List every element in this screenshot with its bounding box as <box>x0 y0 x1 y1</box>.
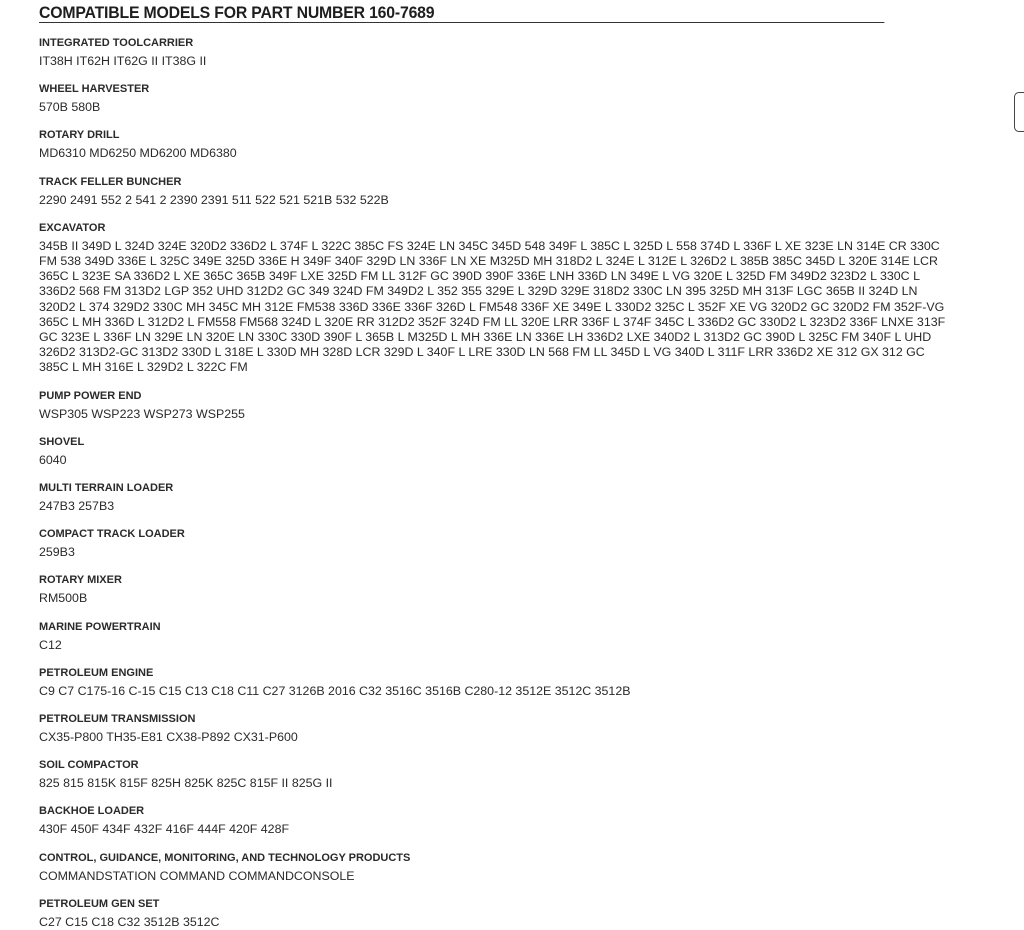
section-integrated-toolcarrier <box>39 23 948 69</box>
section-rotary-drill <box>39 115 948 161</box>
section-shovel <box>39 422 948 468</box>
section-models: 6040 <box>39 452 67 467</box>
section-petroleum-transmission <box>39 699 948 745</box>
section-heading: INTEGRATED TOOLCARRIER <box>39 37 194 49</box>
section-heading: TRACK FELLER BUNCHER <box>39 175 182 188</box>
section-heading: CONTROL, GUIDANCE, MONITORING, AND TECHNOLOGY PRODUCTS <box>39 851 411 864</box>
section-heading: ROTARY DRILL <box>39 129 120 142</box>
section-models: COMMANDSTATION COMMAND COMMANDCONSOLE <box>39 868 355 883</box>
section-heading: SOIL COMPACTOR <box>39 759 139 772</box>
section-multi-terrain-loader <box>39 468 948 514</box>
section-heading: PUMP POWER END <box>39 389 142 402</box>
page-title: COMPATIBLE MODELS FOR PART NUMBER 160-7689 <box>39 0 884 23</box>
section-track-feller-buncher <box>39 162 948 208</box>
section-models: C12 <box>39 637 62 652</box>
section-models: 430F 450F 434F 432F 416F 444F 420F 428F <box>39 822 290 837</box>
section-marine-powertrain <box>39 607 948 653</box>
section-models: 259B3 <box>39 545 75 560</box>
section-wheel-harvester <box>39 69 948 115</box>
sections-list <box>39 23 948 930</box>
section-models: RM500B <box>39 591 88 606</box>
section-rotary-mixer <box>39 560 948 606</box>
side-scroll-tab[interactable] <box>1014 92 1024 132</box>
section-soil-compactor <box>39 745 948 791</box>
section-models: C27 C15 C18 C32 3512B 3512C <box>39 914 220 929</box>
section-heading: BACKHOE LOADER <box>39 805 145 818</box>
section-compact-track-loader <box>39 514 948 560</box>
section-models: 825 815 815K 815F 825H 825K 825C 815F II 825G II <box>39 776 333 791</box>
section-heading: MARINE POWERTRAIN <box>39 620 161 633</box>
section-models: 570B 580B <box>39 100 101 115</box>
section-excavator <box>39 208 948 376</box>
section-models: CX35-P800 TH35-E81 CX38-P892 CX31-P600 <box>39 730 298 745</box>
section-models: 345B II 349D L 324D 324E 320D2 336D2 L 374F L 322C 385C FS 324E LN 345C 345D 548 349F L 385C L 325D L 558 374D L 336F L XE 323E LN 314E CR 330C FM 538 349D 336E L 325C 349E 325D 336E H 349F 340F 329D LN 336F LN XE M325D MH 318D2 L 324E L 312E L 326D2 L 385B 385C 345D L 320E 314E LCR 365C L 323E SA 336D2 L XE 365C 365B 349F LXE 325D FM LL 312F GC 390D 390F 336E LNH 336D LN 349E L VG 320E L 325D FM 349D2 323D2 L 330C L 336D2 568 FM 313D2 LGP 352 UHD 312D2 GC 349 324D FM 349D2 L 352 355 329E L 329D 329E 318D2 330C LN 395 325D MH 313F LGC 365B II 324D LN 320D2 L 374 329D2 330C MH 345C MH 312E FM538 336D 336E 336F 326D L FM548 336F XE 349E L 330D2 325C L 352F XE VG 320D2 GC 320D2 FM 352F-VG 365C L MH 336D L 312D2 L FM558 FM568 324D L 320E RR 312D2 352F 324D FM LL 320E LRR 336F L 374F 345C L 336D2 GC 330D2 L 323D2 336F LNXE 313F GC 323E L 336F LN 329E LN 320E LN 330C 330D 390F L 365B L M325D L MH 336E LN 336E LH 336D2 LXE 340D2 L 313D2 GC 390D L 325C FM 340F L UHD 326D2 313D2-GC 313D2 330D L 318E L 330D MH 328D LCR 329D L 340F L LRE 330D LN 568 FM LL 345D L VG 340D L 311F LRR 336D2 XE 312 GX 312 GC 385C L MH 316E L 329D2 L 322C FM <box>39 238 946 375</box>
section-backhoe-loader <box>39 791 948 837</box>
section-heading: WHEEL HARVESTER <box>39 83 150 96</box>
section-models: MD6310 MD6250 MD6200 MD6380 <box>39 146 237 161</box>
section-models: C9 C7 C175-16 C-15 C15 C13 C18 C11 C27 3126B 2016 C32 3516C 3516B C280-12 3512E 3512C 3512B <box>39 683 631 698</box>
section-models: 247B3 257B3 <box>39 499 115 514</box>
section-models: IT38H IT62H IT62G II IT38G II <box>39 54 207 68</box>
section-heading: ROTARY MIXER <box>39 574 122 587</box>
section-models: 2290 2491 552 2 541 2 2390 2391 511 522 521 521B 532 522B <box>39 192 389 207</box>
section-control-guidance-technology <box>39 838 948 884</box>
section-heading: COMPACT TRACK LOADER <box>39 528 185 541</box>
section-heading: PETROLEUM TRANSMISSION <box>39 713 196 726</box>
section-petroleum-engine <box>39 653 948 699</box>
section-models: WSP305 WSP223 WSP273 WSP255 <box>39 406 245 421</box>
section-heading: PETROLEUM ENGINE <box>39 666 154 679</box>
section-heading: PETROLEUM GEN SET <box>39 897 160 910</box>
section-heading: MULTI TERRAIN LOADER <box>39 482 174 495</box>
section-pump-power-end <box>39 376 948 422</box>
section-heading: EXCAVATOR <box>39 221 106 234</box>
section-heading: SHOVEL <box>39 435 85 448</box>
section-petroleum-gen-set <box>39 884 948 930</box>
compatible-models-panel <box>39 0 948 930</box>
